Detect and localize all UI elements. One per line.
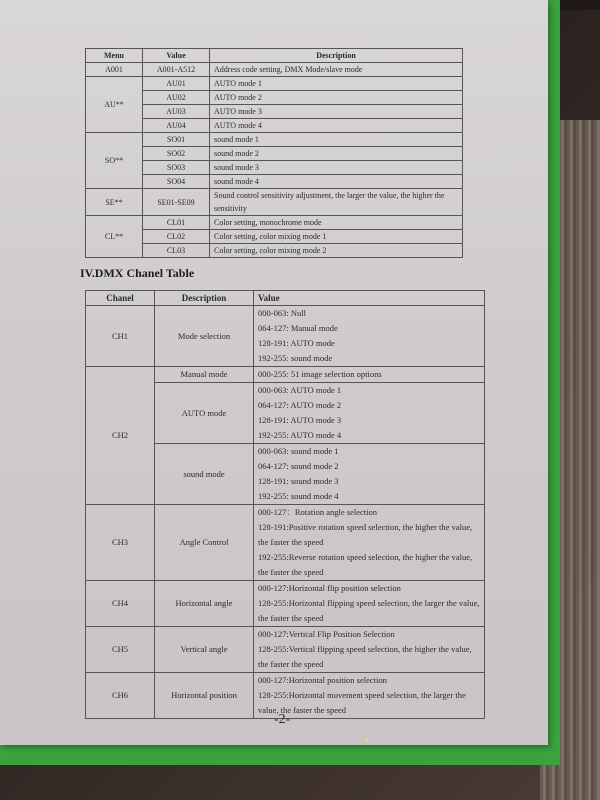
page-number: -2- xyxy=(274,712,291,727)
description-cell: Horizontal angle xyxy=(155,581,254,627)
menu-header: Menu xyxy=(86,49,143,63)
menu-description: AUTO mode 2 xyxy=(210,91,463,105)
table-row xyxy=(86,505,485,581)
value-header: Value xyxy=(254,291,485,306)
menu-value: A001-A512 xyxy=(143,63,210,77)
menu-table-header xyxy=(86,49,463,63)
menu-value: CL02 xyxy=(143,230,210,244)
table-row xyxy=(86,147,463,161)
value-cell xyxy=(254,444,485,505)
menu-value: CL03 xyxy=(143,244,210,258)
value-cell xyxy=(254,627,485,673)
value-line: 128-191: AUTO mode xyxy=(258,338,335,348)
description-cell: sound mode xyxy=(155,444,254,505)
value-line: 000-127：Rotation angle selection xyxy=(258,507,377,517)
menu-value: SO01 xyxy=(143,133,210,147)
menu-value: AU03 xyxy=(143,105,210,119)
description-cell: Mode selection xyxy=(155,306,254,367)
menu-description: AUTO mode 1 xyxy=(210,77,463,91)
description-cell: Angle Control xyxy=(155,505,254,581)
description-header: Description xyxy=(155,291,254,306)
description-cell: Vertical angle xyxy=(155,627,254,673)
menu-value: SO03 xyxy=(143,161,210,175)
menu-description: sound mode 3 xyxy=(210,161,463,175)
value-line: 128-191:Positive rotation speed selection, the higher the value, the faster the speed xyxy=(258,522,473,547)
menu-code: SO** xyxy=(86,133,143,189)
value-line: 192-255: sound mode xyxy=(258,353,333,363)
description-cell: Manual mode xyxy=(155,367,254,383)
value-line: 000-063: Null xyxy=(258,308,306,318)
menu-value: AU02 xyxy=(143,91,210,105)
dmx-channel-table xyxy=(85,290,485,719)
table-row xyxy=(86,581,485,627)
menu-value: AU04 xyxy=(143,119,210,133)
table-row xyxy=(86,161,463,175)
table-row xyxy=(86,189,463,216)
channel-cell: CH6 xyxy=(86,673,155,719)
value-line: 064-127: sound mode 2 xyxy=(258,461,339,471)
value-line: 000-063: AUTO mode 1 xyxy=(258,385,342,395)
menu-description: sound mode 4 xyxy=(210,175,463,189)
value-cell xyxy=(254,581,485,627)
menu-code: A001 xyxy=(86,63,143,77)
menu-value: CL01 xyxy=(143,216,210,230)
menu-description: AUTO mode 4 xyxy=(210,119,463,133)
table-row xyxy=(86,230,463,244)
value-line: 064-127: AUTO mode 2 xyxy=(258,400,342,410)
value-line: 192-255: sound mode 4 xyxy=(258,491,339,501)
description-header: Description xyxy=(210,49,463,63)
channel-cell: CH5 xyxy=(86,627,155,673)
channel-header: Chanel xyxy=(86,291,155,306)
value-line: 000-127:Horizontal flip position selection xyxy=(258,583,401,593)
dmx-table-header xyxy=(86,291,485,306)
value-cell xyxy=(254,383,485,444)
table-row xyxy=(86,367,485,383)
value-line: 000-063: sound mode 1 xyxy=(258,446,339,456)
section-title: IV.DMX Chanel Table xyxy=(80,266,195,280)
value-line: 128-255:Horizontal movement speed selection, the larger the value, the faster the speed xyxy=(258,690,466,715)
menu-description: Color setting, color mixing mode 1 xyxy=(210,230,463,244)
table-row xyxy=(86,244,463,258)
menu-description: Color setting, monochrome mode xyxy=(210,216,463,230)
menu-code: CL** xyxy=(86,216,143,258)
channel-cell: CH1 xyxy=(86,306,155,367)
value-line: 128-191: sound mode 3 xyxy=(258,476,339,486)
value-line: 000-255: 51 image selection options xyxy=(258,369,382,379)
value-line: 192-255:Reverse rotation speed selection, the higher the value, the faster the speed xyxy=(258,552,473,577)
menu-code: SE** xyxy=(86,189,143,216)
table-row xyxy=(86,133,463,147)
menu-description: sound mode 1 xyxy=(210,133,463,147)
table-row xyxy=(86,216,463,230)
menu-code: AU** xyxy=(86,77,143,133)
table-row xyxy=(86,627,485,673)
table-row xyxy=(86,119,463,133)
value-line: 000-127:Vertical Flip Position Selection xyxy=(258,629,395,639)
menu-value: AU01 xyxy=(143,77,210,91)
table-row xyxy=(86,175,463,189)
value-header: Value xyxy=(143,49,210,63)
menu-settings-table xyxy=(85,48,463,258)
channel-cell: CH3 xyxy=(86,505,155,581)
value-line: 128-191: AUTO mode 3 xyxy=(258,415,342,425)
channel-cell: CH4 xyxy=(86,581,155,627)
menu-description: sound mode 2 xyxy=(210,147,463,161)
table-row xyxy=(86,306,485,367)
value-cell xyxy=(254,306,485,367)
description-cell: Horizontal position xyxy=(155,673,254,719)
value-cell xyxy=(254,505,485,581)
channel-cell: CH2 xyxy=(86,367,155,505)
table-row xyxy=(86,105,463,119)
menu-description: AUTO mode 3 xyxy=(210,105,463,119)
menu-value: SE01-SE09 xyxy=(143,189,210,216)
table-row xyxy=(86,63,463,77)
menu-description: Sound control sensitivity adjustment, the larger the value, the higher the sensitivity xyxy=(210,189,463,216)
menu-value: SO04 xyxy=(143,175,210,189)
menu-description: Color setting, color mixing mode 2 xyxy=(210,244,463,258)
table-row xyxy=(86,91,463,105)
description-cell: AUTO mode xyxy=(155,383,254,444)
menu-value: SO02 xyxy=(143,147,210,161)
menu-description: Address code setting, DMX Mode/slave mode xyxy=(210,63,463,77)
table-row xyxy=(86,77,463,91)
value-line: 064-127: Manual mode xyxy=(258,323,338,333)
light-speck xyxy=(365,738,368,741)
value-line: 128-255:Horizontal flipping speed selection, the larger the value, the faster the speed xyxy=(258,598,480,623)
value-cell xyxy=(254,367,485,383)
value-line: 000-127:Horizontal position selection xyxy=(258,675,387,685)
value-line: 128-255:Vertical flipping speed selection, the higher the value, the faster the speed xyxy=(258,644,472,669)
value-line: 192-255: AUTO mode 4 xyxy=(258,430,342,440)
